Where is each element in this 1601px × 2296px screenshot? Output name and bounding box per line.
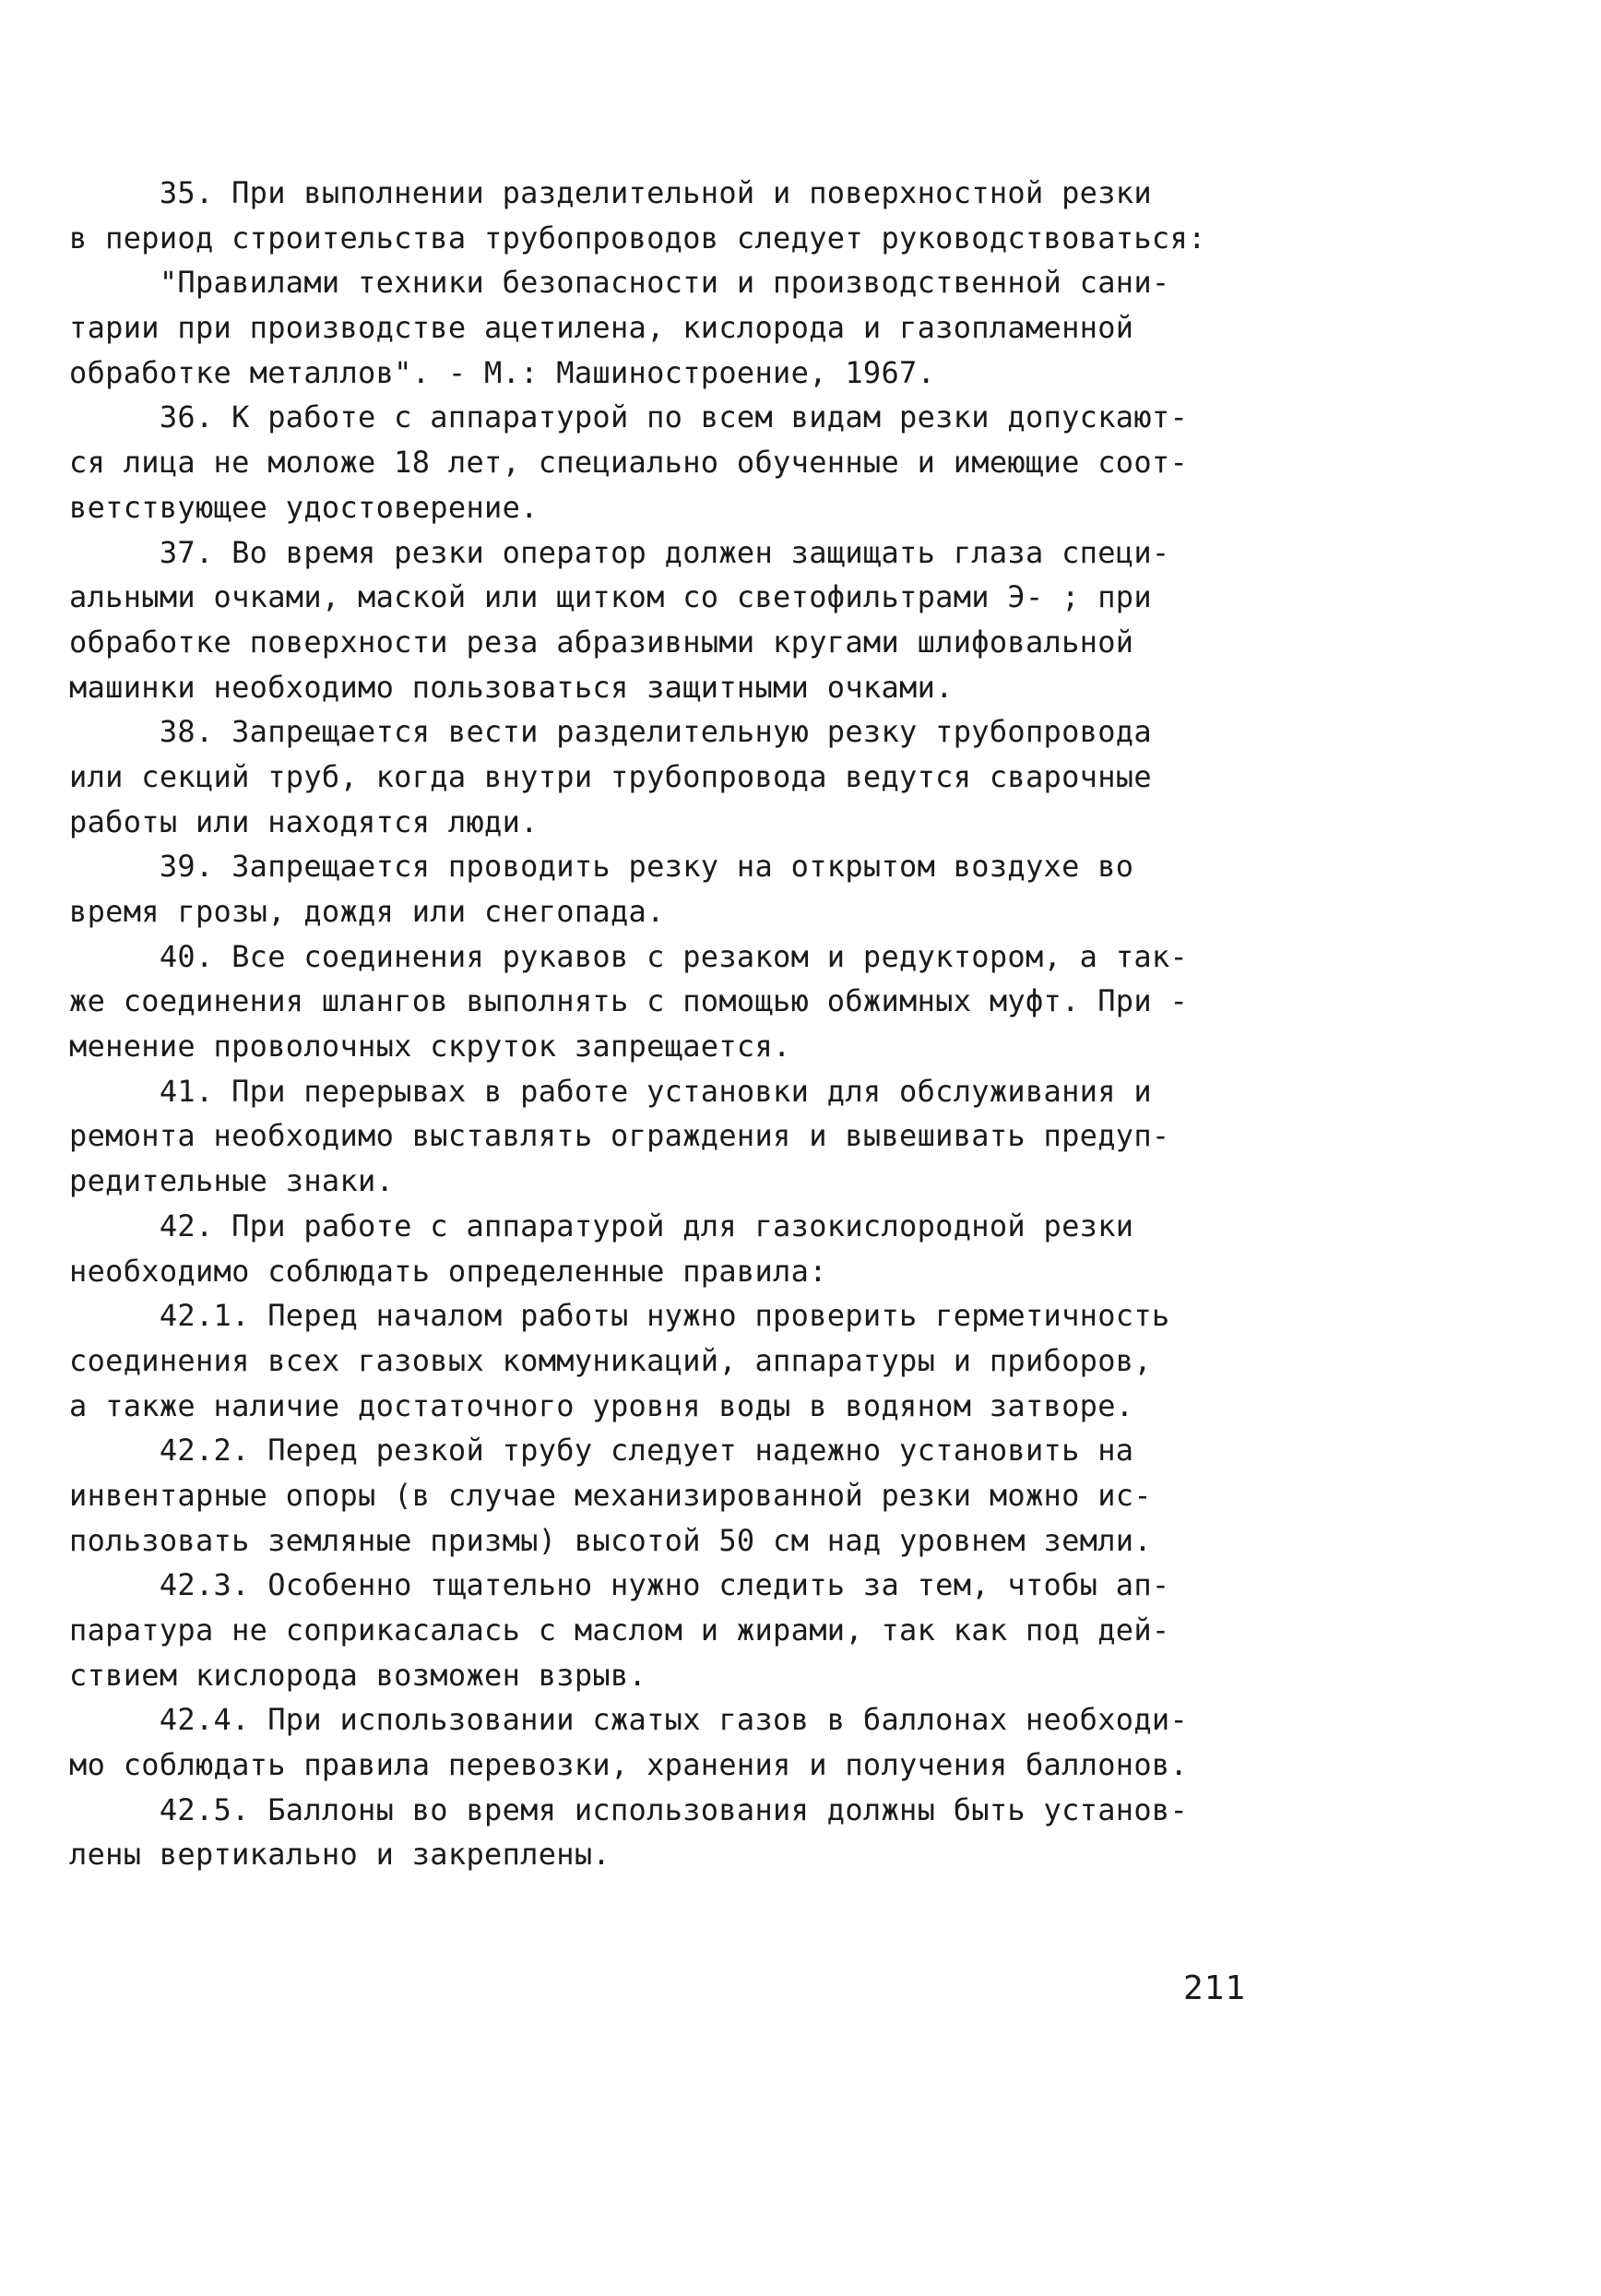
- text-line: обработке металлов". - М.: Машиностроение, 1967.: [69, 354, 936, 390]
- text-line: лены вертикально и закреплены.: [69, 1837, 611, 1873]
- text-line: паратура не соприкасалась с маслом и жирами, так как под дей-: [69, 1612, 1170, 1648]
- text-line: пользовать земляные призмы) высотой 50 см над уровнем земли.: [69, 1522, 1152, 1558]
- text-line: время грозы, дождя или снегопада.: [69, 894, 665, 929]
- text-line: 37. Во время резки оператор должен защищать глаза специ-: [69, 534, 1170, 570]
- text-line: машинки необходимо пользоваться защитными очками.: [69, 669, 954, 705]
- text-line: тарии при производстве ацетилена, кислорода и газопламенной: [69, 310, 1134, 346]
- text-line: инвентарные опоры (в случае механизированной резки можно ис-: [69, 1477, 1152, 1513]
- text-line: 35. При выполнении разделительной и поверхностной резки: [69, 175, 1152, 210]
- text-line: обработке поверхности реза абразивными кругами шлифовальной: [69, 624, 1134, 660]
- text-line: 42.4. При использовании сжатых газов в баллонах необходи-: [69, 1702, 1189, 1738]
- body-text: [69, 171, 1268, 1877]
- text-line: 42.1. Перед началом работы нужно проверить герметичность: [69, 1298, 1170, 1334]
- text-line: же соединения шлангов выполнять с помощью обжимных муфт. При -: [69, 983, 1189, 1019]
- text-line: необходимо соблюдать определенные правила:: [69, 1253, 827, 1289]
- text-line: 42. При работе с аппаратурой для газокислородной резки: [69, 1207, 1134, 1243]
- page-number: 211: [1183, 1969, 1247, 2007]
- text-line: работы или находятся люди.: [69, 803, 539, 839]
- text-line: 40. Все соединения рукавов с резаком и редуктором, а так-: [69, 938, 1189, 974]
- text-line: ветствующее удостоверение.: [69, 489, 539, 525]
- text-line: ся лица не моложе 18 лет, специально обученные и имеющие соот-: [69, 445, 1189, 481]
- text-line: 38. Запрещается вести разделительную резку трубопровода: [69, 714, 1152, 750]
- text-line: альными очками, маской или щитком со светофильтрами Э- ; при: [69, 579, 1152, 615]
- text-line: менение проволочных скруток запрещается.: [69, 1029, 791, 1065]
- text-line: 42.2. Перед резкой трубу следует надежно установить на: [69, 1433, 1134, 1469]
- text-line: или секций труб, когда внутри трубопровода ведутся сварочные: [69, 758, 1152, 794]
- text-line: ремонта необходимо выставлять ограждения и вывешивать предуп-: [69, 1118, 1170, 1154]
- text-line: мо соблюдать правила перевозки, хранения и получения баллонов.: [69, 1747, 1189, 1783]
- text-line: в период строительства трубопроводов следует руководствоваться:: [69, 220, 1206, 256]
- text-line: 41. При перерывах в работе установки для обслуживания и: [69, 1073, 1152, 1109]
- text-line: соединения всех газовых коммуникаций, аппаратуры и приборов,: [69, 1342, 1152, 1378]
- text-line: 42.5. Баллоны во время использования должны быть установ-: [69, 1791, 1189, 1827]
- text-line: 42.3. Особенно тщательно нужно следить за тем, чтобы ап-: [69, 1567, 1170, 1603]
- text-line: 36. К работе с аппаратурой по всем видам резки допускают-: [69, 399, 1189, 435]
- text-line: редительные знаки.: [69, 1163, 395, 1199]
- text-line: ствием кислорода возможен взрыв.: [69, 1657, 647, 1693]
- text-line: "Правилами техники безопасности и производственной сани-: [69, 265, 1170, 301]
- text-line: 39. Запрещается проводить резку на открытом воздухе во: [69, 849, 1134, 885]
- text-line: а также наличие достаточного уровня воды в водяном затворе.: [69, 1387, 1134, 1423]
